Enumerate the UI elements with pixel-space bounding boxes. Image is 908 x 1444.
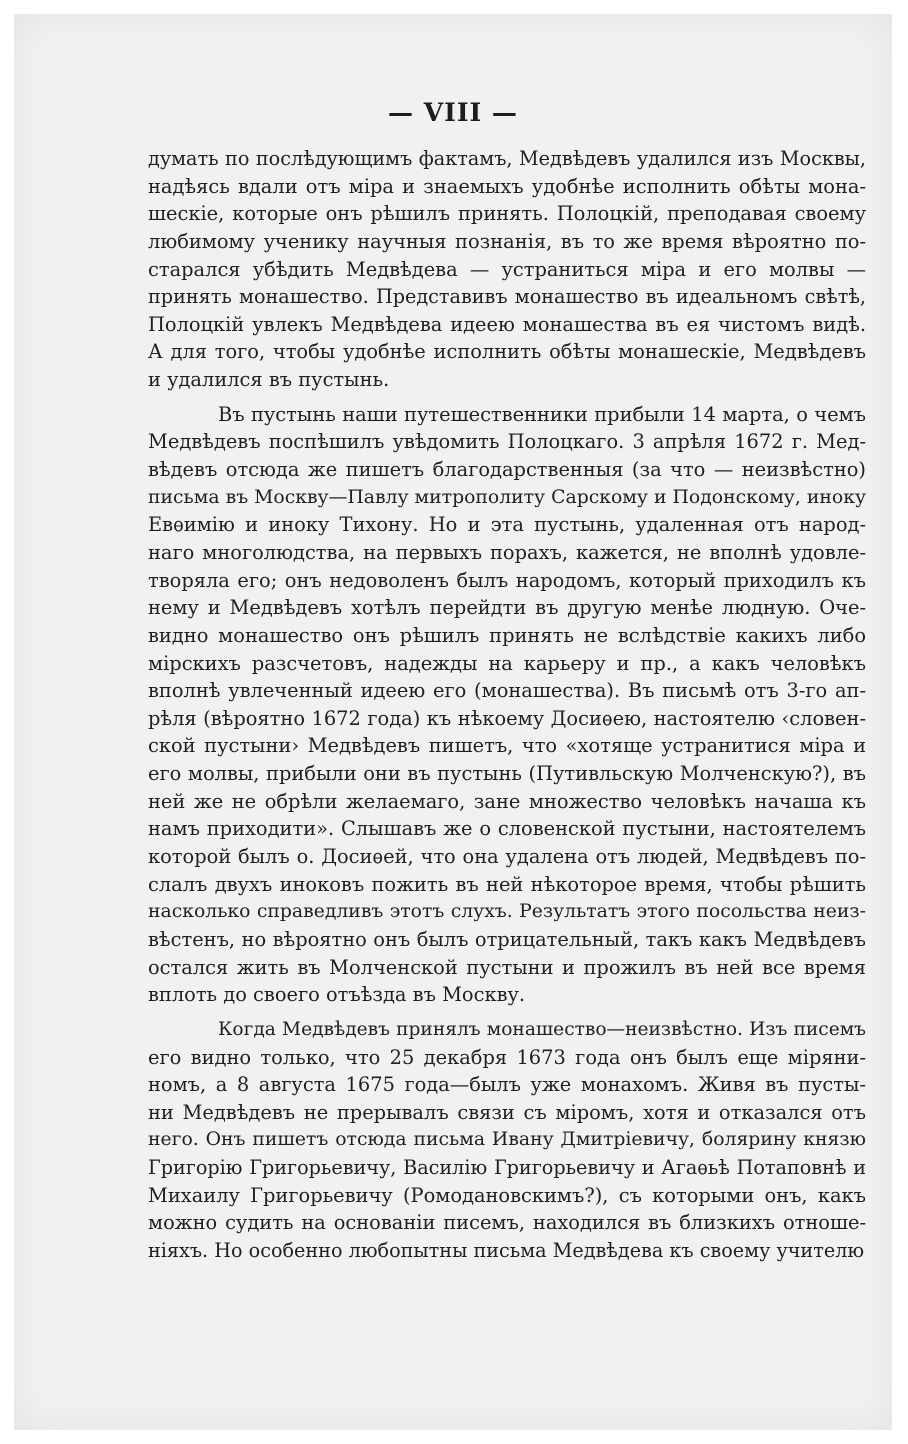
text-line: вѣстенъ, но вѣроятно онъ былъ отрицательный, такъ какъ Медвѣдевъ	[148, 927, 866, 951]
page-number-header: — VIII —	[388, 98, 518, 127]
text-line: ней же не обрѣли желаемаго, зане множество человѣкъ начаша къ	[148, 789, 866, 813]
paragraph	[148, 145, 866, 394]
text-line: остался жить въ Молченской пустыни и прожилъ въ ней все время	[148, 955, 866, 979]
text-line: ской пустыни› Медвѣдевъ пишетъ, что «хотяще устранитися міра и	[148, 734, 866, 758]
text-line: любимому ученику научныя познанія, въ то же время вѣроятно по-	[148, 229, 866, 253]
text-line: видно монашество онъ рѣшилъ принять не вслѣдствіе какихъ либо	[148, 623, 866, 647]
text-line: шескіе, которые онъ рѣшилъ принять. Полоцкій, преподавая своему	[148, 202, 866, 226]
text-line: ни Медвѣдевъ не прерывалъ связи съ міромъ, хотя и отказался отъ	[148, 1100, 866, 1124]
text-line: номъ, а 8 августа 1675 года—былъ уже монахомъ. Живя въ пусты-	[148, 1073, 866, 1097]
text-line: насколько справедливъ этотъ слухъ. Результатъ этого посольства неиз-	[148, 901, 866, 923]
text-line: Въ пустынь наши путешественники прибыли 14 марта, о чемъ	[218, 402, 866, 426]
text-line: Евѳимію и иноку Тихону. Но и эта пустынь, удаленная отъ народ-	[148, 513, 866, 537]
text-line: Медвѣдевъ поспѣшилъ увѣдомить Полоцкаго. 3 апрѣля 1672 г. Мед-	[148, 430, 866, 454]
text-line: мірскихъ разсчетовъ, надежды на карьеру и пр., а какъ человѣкъ	[148, 651, 866, 675]
text-line: Полоцкій увлекъ Медвѣдева идеею монашества въ ея чистомъ видѣ.	[148, 312, 866, 336]
text-line: надѣясь вдали отъ міра и знаемыхъ удобнѣе исполнить обѣты мона-	[148, 174, 866, 198]
paragraph-gap	[148, 1009, 866, 1016]
text-line: наго многолюдства, на первыхъ порахъ, кажется, не вполнѣ удовле-	[148, 540, 866, 564]
text-line: старался убѣдить Медвѣдева — устраниться міра и его молвы —	[148, 257, 866, 281]
text-line: намъ приходити». Слышавъ же о словенской пустыни, настоятелемъ	[148, 817, 866, 841]
book-page	[14, 14, 892, 1430]
text-line: Григорію Григорьевичу, Василію Григорьевичу и Агаѳьѣ Потаповнѣ и	[148, 1156, 866, 1180]
text-line: вполнѣ увлеченный идеею его (монашества). Въ письмѣ отъ 3-го ап-	[148, 679, 866, 703]
text-line: ніяхъ. Но особенно любопытны письма Медвѣдева къ своему учителю	[148, 1238, 865, 1262]
text-line: слалъ двухъ иноковъ пожить въ ней нѣкоторое время, чтобы рѣшить	[148, 872, 866, 896]
text-line: Когда Медвѣдевъ принялъ монашество—неизвѣстно. Изъ писемъ	[218, 1018, 866, 1040]
text-line: Михаилу Григорьевичу (Ромодановскимъ?), съ которыми онъ, какъ	[148, 1183, 866, 1207]
text-line: творяла его; онъ недоволенъ былъ народомъ, который приходилъ къ	[148, 568, 866, 592]
paragraph-gap	[148, 394, 866, 401]
text-line: рѣля (вѣроятно 1672 года) къ нѣкоему Досиѳею, настоятелю ‹словен-	[148, 706, 866, 730]
text-line: нему и Медвѣдевъ хотѣлъ перейдти въ другую менѣе людную. Оче-	[148, 596, 866, 620]
body-text	[148, 145, 866, 1265]
text-line: которой былъ о. Досиѳей, что она удалена отъ людей, Медвѣдевъ по-	[148, 845, 866, 869]
text-line: думать по послѣдующимъ фактамъ, Медвѣдевъ удалился изъ Москвы,	[148, 147, 866, 170]
text-line: него. Онъ пишетъ отсюда письма Ивану Дмитріевичу, болярину князю	[148, 1129, 866, 1151]
text-line: вплоть до своего отъѣзда въ Москву.	[148, 983, 526, 1007]
text-line: можно судить на основаніи писемъ, находился въ близкихъ отноше-	[148, 1211, 866, 1235]
text-line: вѣдевъ отсюда же пишетъ благодарственныя (за что — неизвѣстно)	[148, 458, 866, 482]
text-line: письма въ Москву—Павлу митрополиту Сарскому и Подонскому, иноку	[148, 486, 866, 508]
paragraph	[148, 401, 866, 1009]
text-line: его молвы, прибыли они въ пустынь (Путивльскую Молченскую?), въ	[148, 762, 866, 786]
paragraph	[148, 1016, 866, 1265]
text-line: принять монашество. Представивъ монашество въ идеальномъ свѣтѣ,	[148, 285, 866, 309]
text-line: А для того, чтобы удобнѣе исполнить обѣты монашескіе, Медвѣдевъ	[148, 340, 866, 364]
text-line: и удалился въ пустынь.	[148, 368, 390, 392]
text-line: его видно только, что 25 декабря 1673 года онъ былъ еще міряни-	[148, 1045, 866, 1069]
